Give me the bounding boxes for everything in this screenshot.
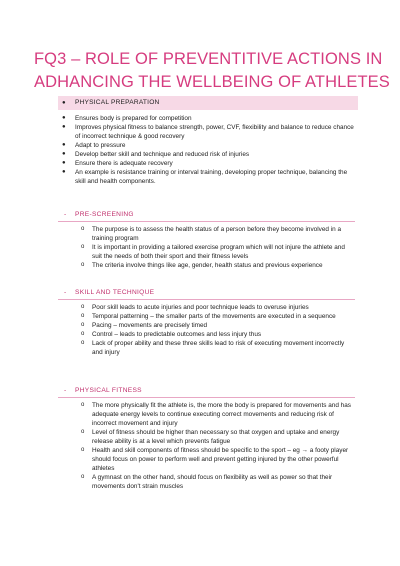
section-heading: - SKILL AND TECHNIQUE (58, 287, 355, 299)
circle-bullet-icon: o (81, 331, 85, 337)
section-pre-screening (58, 209, 355, 270)
heading-underline (58, 221, 355, 222)
title-line-1: FQ3 – ROLE OF PREVENTITIVE ACTIONS IN (34, 50, 383, 68)
circle-bullet-icon: o (81, 402, 85, 408)
bullet-icon: ● (62, 142, 66, 148)
list-item: o The more physically fit the athlete is, the more the body is prepared for movements and has adequate energy levels to continue executing correct movements and reducing risk of incorrect movement and injury (81, 402, 351, 427)
title-line-2: ADHANCING THE WELLBEING OF ATHLETES (34, 73, 390, 91)
dash-marker: - (64, 211, 67, 218)
list-item: ● Adapt to pressure (62, 142, 126, 149)
section-heading-physical-preparation (58, 96, 358, 110)
dash-marker: - (64, 387, 67, 394)
bullet-icon: ● (62, 169, 66, 175)
section-heading-label: PHYSICAL PREPARATION (75, 99, 160, 106)
list-item: o The purpose is to assess the health status of a person before they become involved in a training program (81, 226, 342, 242)
bullet-icon: ● (62, 151, 66, 157)
section-heading: - PHYSICAL FITNESS (58, 385, 355, 397)
list-item: ● Develop better skill and technique and reduced risk of injuries (62, 151, 250, 158)
list-item: o Health and skill components of fitness should be specific to the sport – eg → a footy player should focus on power to perform well and prevent getting injured by the other powerful athletes (81, 447, 349, 472)
section-physical-fitness (58, 385, 355, 491)
circle-bullet-icon: o (81, 447, 85, 453)
circle-bullet-icon: o (81, 226, 85, 232)
list-item: o Pacing – movements are precisely timed (81, 322, 208, 329)
circle-bullet-icon: o (81, 429, 85, 435)
pre-screening-list (58, 225, 355, 270)
section-heading: - PRE-SCREENING (58, 209, 355, 221)
list-item: o Control – leads to predictable outcomes and less injury thus (81, 331, 262, 338)
physical-preparation-list (58, 114, 358, 186)
circle-bullet-icon: o (81, 313, 85, 319)
list-item: ● An example is resistance training or interval training, developing proper technique, balancing the skill and health components. (62, 169, 348, 185)
skill-and-technique-list (58, 303, 355, 357)
circle-bullet-icon: o (81, 322, 85, 328)
circle-bullet-icon: o (81, 304, 85, 310)
list-item: ● Ensure there is adequate recovery (62, 160, 173, 167)
list-item: o The criteria involve things like age, gender, health status and previous experience (81, 262, 323, 269)
dash-marker: - (64, 289, 67, 296)
circle-bullet-icon: o (81, 340, 85, 346)
heading-underline (58, 299, 355, 300)
heading-underline (58, 397, 355, 398)
list-item: o A gymnast on the other hand, should focus on flexibility as well as power so that their movements don't strain muscles (81, 474, 333, 490)
list-item: o Temporal patterning – the smaller parts of the movements are executed in a sequence (81, 313, 336, 320)
physical-fitness-list (58, 401, 355, 491)
list-item: o Level of fitness should be higher than necessary so that oxygen and uptake and energy release ability is at a level which prevents fatigue (81, 429, 340, 445)
section-skill-and-technique (58, 287, 355, 357)
list-item: o Lack of proper ability and these three skills lead to risk of executing movement incorrectly and injury (81, 340, 345, 356)
list-item: ● Improves physical fitness to balance strength, power, CVF, flexibility and balance to reduce chance of incorrect technique & good recovery (62, 124, 354, 140)
list-item: o It is important in providing a tailored exercise program which will not injure the athlete and suit the needs of both their sport and their fitness levels (81, 244, 345, 260)
circle-bullet-icon: o (81, 244, 85, 250)
circle-bullet-icon: o (81, 474, 85, 480)
bullet-icon: ● (62, 100, 66, 106)
bullet-icon: ● (62, 124, 66, 130)
list-item: o Poor skill leads to acute injuries and poor technique leads to overuse injuries (81, 304, 309, 311)
bullet-icon: ● (62, 160, 66, 166)
bullet-icon: ● (62, 115, 66, 121)
page-title (34, 48, 390, 94)
list-item: ● Ensures body is prepared for competition (62, 115, 192, 122)
circle-bullet-icon: o (81, 262, 85, 268)
